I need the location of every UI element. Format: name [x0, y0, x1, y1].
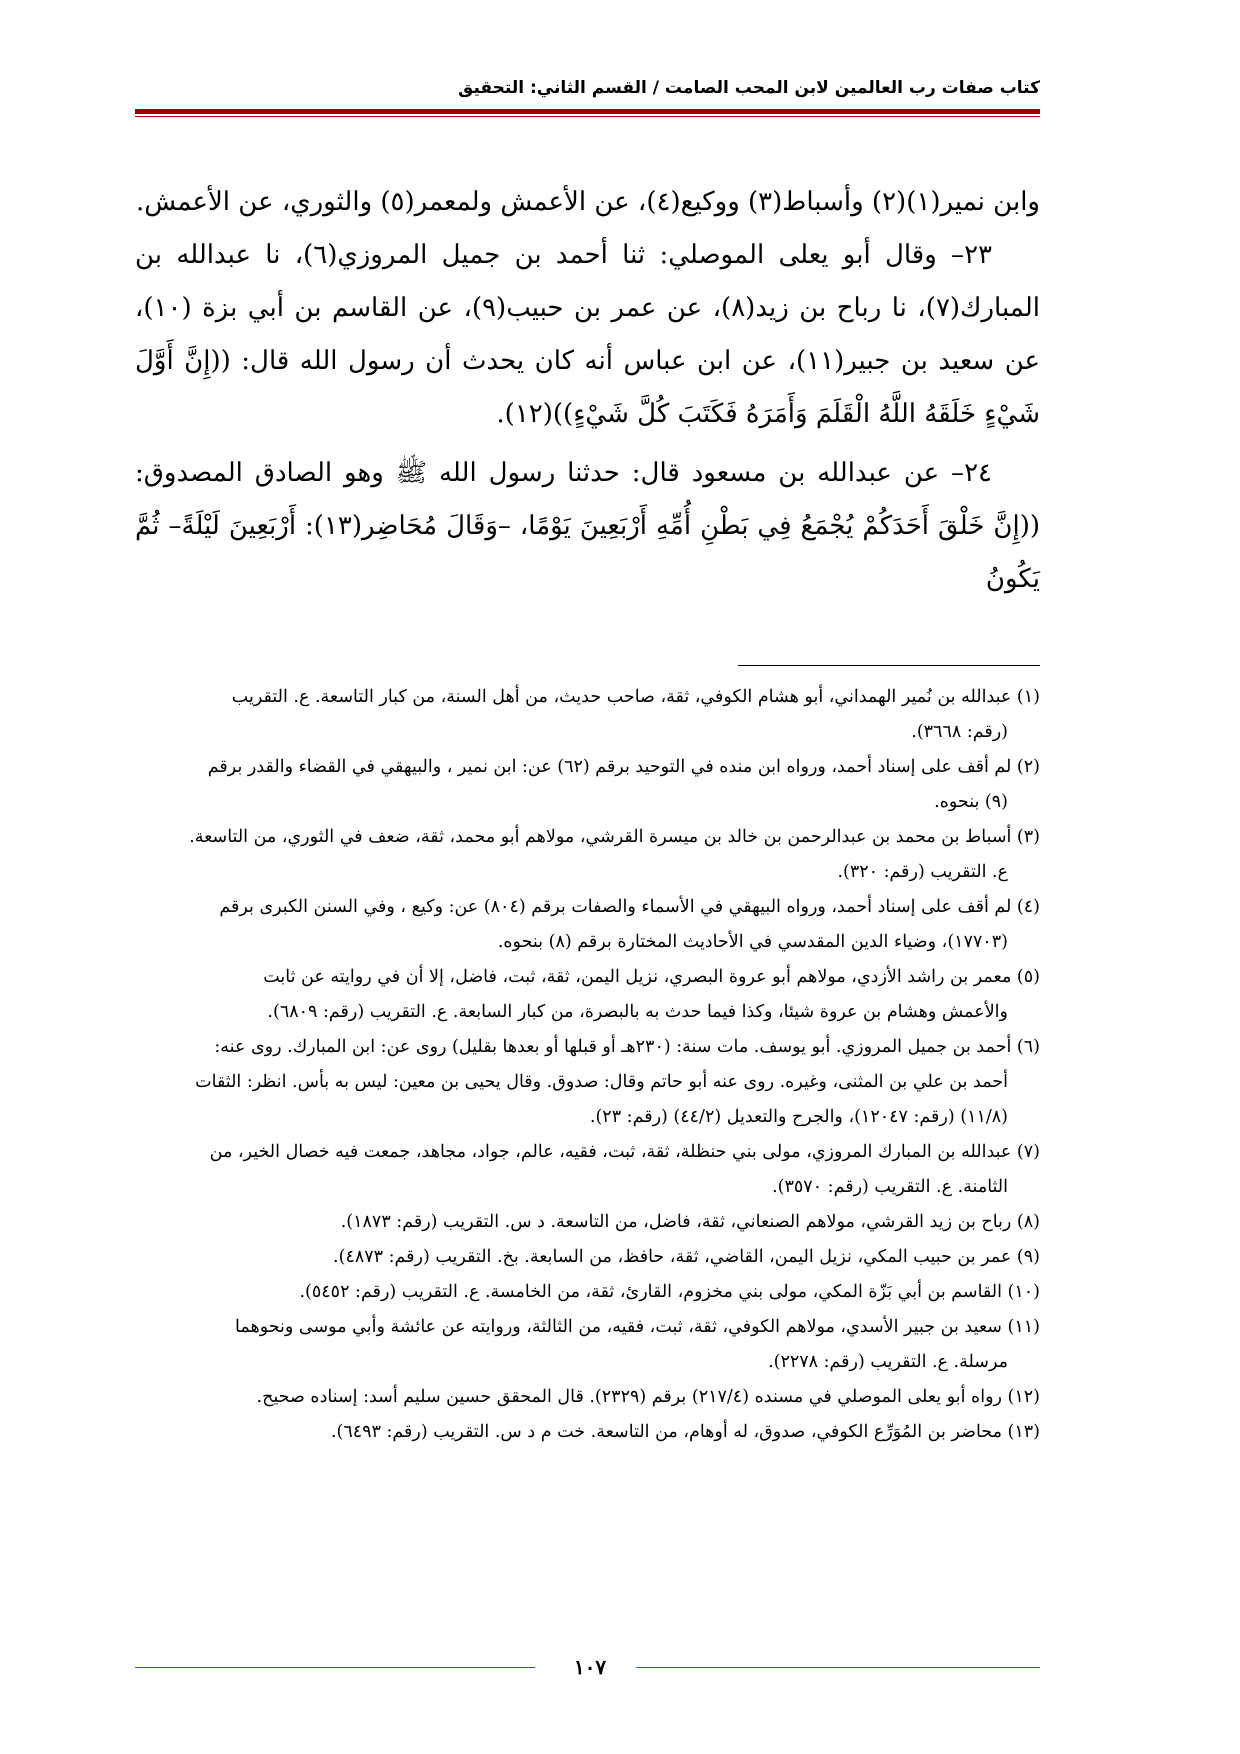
paragraph-continuation: وابن نمير(١)(٢) وأسباط(٣) ووكيع(٤)، عن الأعمش ولمعمر(٥) والثوري، عن الأعمش.: [136, 187, 1040, 217]
footnote-10: (١٠) القاسم بن أبي بَزّة المكي، مولى بني مخزوم، القارئ، ثقة، من الخامسة. ع. التقريب (رقم: ٥٤٥٢).: [299, 1282, 1040, 1302]
footer-rule-right: [636, 1667, 1040, 1668]
main-text: [135, 176, 1040, 606]
footnote-12: (١٢) رواه أبو يعلى الموصلي في مسنده (٢١٧/٤) برقم (٢٣٢٩). قال المحقق حسين سليم أسد: إسناده صحيح.: [256, 1387, 1040, 1407]
footnote-5: (٥) معمر بن راشد الأزدي، مولاهم أبو عروة البصري، نزيل اليمن، ثقة، ثبت، فاضل، إلا أن في روايته عن ثابت والأعمش وهشام بن عروة شيئا، وكذا فيما حدث به بالبصرة، من كبار السابعة. ع. التقريب (رقم: ٦٨٠٩).: [263, 967, 1040, 1022]
hadith-24: ٢٤– عن عبدالله بن مسعود قال: حدثنا رسول الله ﷺ وهو الصادق المصدوق: ((إِنَّ خَلْقَ أَحَدَكُمْ يُجْمَعُ فِي بَطْنِ أُمِّهِ أَرْبَعِينَ يَوْمًا، –وَقَالَ مُحَاضِر(١٣): أَرْبَعِينَ لَيْلَةً– ثُمَّ يَكُونُ: [135, 458, 1040, 594]
header-rule-thin: [135, 116, 1040, 117]
footnote-8: (٨) رباح بن زيد القرشي، مولاهم الصنعاني، ثقة، فاضل، من التاسعة. د س. التقريب (رقم: ١٨٧٣).: [340, 1212, 1040, 1232]
footnote-3: (٣) أسباط بن محمد بن عبدالرحمن بن خالد بن ميسرة القرشي، مولاهم أبو محمد، ثقة، ضعف في الثوري، من التاسعة. ع. التقريب (رقم: ٣٢٠).: [189, 827, 1040, 882]
footnote-2: (٢) لم أقف على إسناد أحمد، ورواه ابن منده في التوحيد برقم (٦٢) عن: ابن نمير ، والبيهقي في القضاء والقدر برقم (٩) بنحوه.: [207, 757, 1040, 812]
footnote-7: (٧) عبدالله بن المبارك المروزي، مولى بني حنظلة، ثقة، ثبت، فقيه، عالم، جواد، مجاهد، جمعت فيه خصال الخير، من الثامنة. ع. التقريب (رقم: ٣٥٧٠).: [209, 1142, 1040, 1197]
footnote-13: (١٣) محاضر بن المُوَرِّع الكوفي، صدوق، له أوهام، من التاسعة. خت م د س. التقريب (رقم: ٦٤٩٣).: [330, 1422, 1040, 1442]
hadith-23: ٢٣– وقال أبو يعلى الموصلي: ثنا أحمد بن جميل المروزي(٦)، نا عبدالله بن المبارك(٧)، نا رباح بن زيد(٨)، عن عمر بن حبيب(٩)، عن القاسم بن أبي بزة (١٠)، عن سعيد بن جبير(١١)، عن ابن عباس أنه كان يحدث أن رسول الله قال: ((إِنَّ أَوَّلَ شَيْءٍ خَلَقَهُ اللَّهُ الْقَلَمَ وَأَمَرَهُ فَكَتَبَ كُلَّ شَيْءٍ))(١٢).: [135, 240, 1040, 429]
running-header: كتاب صفات رب العالمين لابن المحب الصامت / القسم الثاني: التحقيق: [458, 78, 1040, 98]
footnote-4: (٤) لم أقف على إسناد أحمد، ورواه البيهقي في الأسماء والصفات برقم (٨٠٤) عن: وكيع ، وفي السنن الكبرى برقم (١٧٧٠٣)، وضياء الدين المقدسي في الأحاديث المختارة برقم (٨) بنحوه.: [219, 897, 1040, 952]
footnote-9: (٩) عمر بن حبيب المكي، نزيل اليمن، القاضي، ثقة، حافظ، من السابعة. بخ. التقريب (رقم: ٤٨٧٣).: [333, 1247, 1040, 1267]
footnotes: [135, 680, 1040, 1450]
footnote-11: (١١) سعيد بن جبير الأسدي، مولاهم الكوفي، ثقة، ثبت، فقيه، من الثالثة، وروايته عن عائشة وأبي موسى ونحوهما مرسلة. ع. التقريب (رقم: ٢٢٧٨).: [235, 1317, 1040, 1372]
page-number: ١٠٧: [573, 1655, 607, 1679]
footer-rule-left: [135, 1667, 535, 1668]
header-rule: [135, 109, 1040, 114]
footnote-1: (١) عبدالله بن نُمير الهمداني، أبو هشام الكوفي، ثقة، صاحب حديث، من أهل السنة، من كبار التاسعة. ع. التقريب (رقم: ٣٦٦٨).: [231, 687, 1040, 742]
footnote-separator: [738, 665, 1040, 666]
footnote-6: (٦) أحمد بن جميل المروزي. أبو يوسف. مات سنة: (٢٣٠هـ أو قبلها أو بعدها بقليل) روى عن: ابن المبارك. روى عنه: أحمد بن علي بن المثنى، وغيره. روى عنه أبو حاتم وقال: صدوق. وقال يحيى بن معين: ليس به بأس. انظر: الثقات (١١/٨) (رقم: ١٢٠٤٧)، والجرح والتعديل (٤٤/٢) (رقم: ٢٣).: [195, 1037, 1040, 1127]
